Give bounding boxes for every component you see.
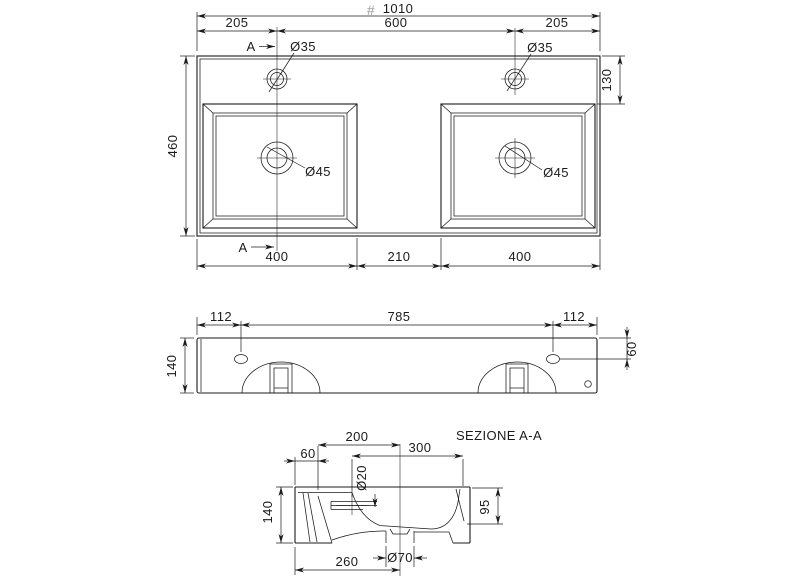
dim-hash-mark: # — [366, 2, 376, 18]
dim-faucet-spacing: 600 — [384, 15, 408, 30]
dim-front-height: 140 — [164, 354, 179, 378]
dim-overflow-to-back: 300 — [408, 440, 432, 455]
left-mounting-hole — [235, 355, 248, 364]
top-view-dimensions — [165, 1, 625, 270]
left-siphon-cover — [242, 362, 320, 393]
section-marker-top: A — [246, 39, 256, 54]
dim-section-height: 140 — [260, 500, 275, 524]
callout-right-drain: Ø45 — [543, 165, 569, 180]
dim-overall-width: 1010 — [382, 1, 414, 16]
callout-right-faucet-hole: Ø35 — [527, 40, 553, 55]
dim-basin-gap: 210 — [387, 249, 411, 264]
right-siphon-cover — [478, 362, 556, 393]
callout-left-drain: Ø45 — [305, 164, 331, 179]
dim-left-basin-width: 400 — [265, 249, 289, 264]
dim-deck-to-drain: 200 — [345, 429, 369, 444]
right-mounting-hole — [547, 355, 560, 364]
callout-overflow-hole: Ø20 — [354, 465, 369, 491]
dim-right-basin-width: 400 — [508, 249, 532, 264]
dim-left-hole-offset: 112 — [210, 309, 232, 324]
top-view — [165, 1, 625, 270]
section-profile — [295, 487, 470, 543]
dim-bowl-depth: 95 — [477, 499, 492, 515]
dim-faucet-from-edge: 130 — [599, 68, 614, 92]
front-view — [164, 309, 639, 393]
callout-left-faucet-hole: Ø35 — [290, 39, 316, 54]
right-basin — [441, 104, 595, 228]
front-view-dimensions — [164, 309, 639, 393]
right-faucet-hole — [501, 28, 529, 95]
right-drain-hole — [495, 138, 535, 178]
dim-deck-edge: 60 — [300, 446, 316, 461]
dim-right-hole-offset: 112 — [563, 309, 585, 324]
side-outlet-hole — [585, 381, 592, 388]
dim-hole-from-top: 60 — [624, 341, 639, 357]
dim-holes-span: 785 — [387, 309, 411, 324]
dim-right-faucet-offset: 205 — [545, 15, 569, 30]
left-basin — [203, 104, 357, 228]
dim-depth: 460 — [165, 134, 180, 158]
section-dimensions — [260, 429, 503, 575]
section-title: SEZIONE A-A — [455, 428, 543, 443]
sink-outline — [197, 56, 600, 236]
section-view — [260, 428, 542, 576]
body-outline — [197, 338, 597, 393]
dim-front-to-drain: 260 — [335, 554, 359, 569]
section-marker-bottom: A — [238, 240, 248, 255]
callout-drain-hole: Ø70 — [387, 550, 413, 565]
dim-left-faucet-offset: 205 — [225, 15, 249, 30]
